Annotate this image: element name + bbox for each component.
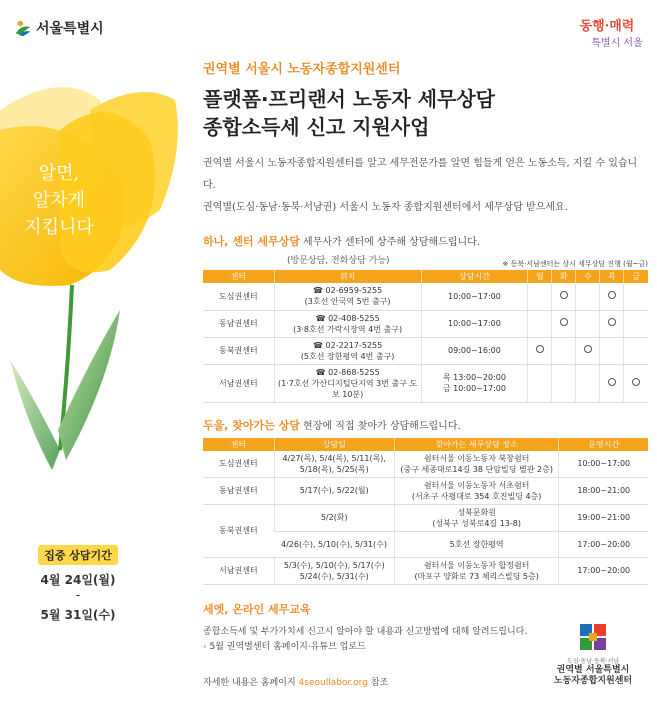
- center-location: [274, 283, 421, 310]
- visit-date-line: 5/24(수), 5/31(수): [299, 571, 369, 581]
- weekday-cell: [528, 283, 552, 310]
- section1-desc: 세무사가 센터에 상주해 상담해드립니다.: [303, 237, 480, 248]
- table-header: 상담시간: [421, 270, 528, 283]
- weekday-cell: [576, 283, 600, 310]
- visit-place: [394, 504, 559, 531]
- dongbuk-slogan-logo-icon: [565, 12, 649, 54]
- table-row: [203, 283, 648, 310]
- center-address: (3·8호선 가락시장역 4번 출구): [293, 324, 403, 334]
- available-circle-icon: [536, 345, 544, 353]
- slogan-logo-line2: 특별시 서울: [591, 38, 643, 49]
- slogan-line: 알차게: [32, 190, 86, 211]
- weekday-cell: [528, 364, 552, 402]
- available-circle-icon: [560, 318, 568, 326]
- visit-date-line: 4/27(목), 5/4(목), 5/11(목),: [282, 453, 386, 463]
- center-name: 도심권센터: [203, 283, 274, 310]
- available-circle-icon: [608, 291, 616, 299]
- table-header: 화: [552, 270, 576, 283]
- table-header: 위치: [274, 270, 421, 283]
- logo-line: 노동자종합지원센터: [553, 676, 633, 686]
- visit-place-address: (마포구 양화로 73 체리스빌딩 5층): [414, 571, 539, 581]
- left-column: [0, 0, 190, 719]
- weekday-cell: [624, 364, 648, 402]
- weekday-cell: [600, 337, 624, 364]
- title-line: 종합소득세 신고 지원사업: [203, 115, 430, 139]
- weekday-cell: [600, 310, 624, 337]
- table-header: 금: [624, 270, 648, 283]
- consult-hours-line: 10:00~17:00: [448, 319, 501, 328]
- slogan-logo-line1: 동행·매력: [579, 19, 635, 34]
- section1-title: 하나, 센터 세무상담: [203, 235, 300, 248]
- table-header: 월: [528, 270, 552, 283]
- center-name: 동남권센터: [203, 310, 274, 337]
- visit-date-line: 5/2(화): [320, 513, 348, 522]
- weekday-cell: [576, 364, 600, 402]
- period-separator: -: [75, 588, 81, 602]
- center-location: [274, 337, 421, 364]
- visit-dates: [274, 504, 394, 531]
- weekday-cell: [552, 310, 576, 337]
- weekday-cell: [624, 310, 648, 337]
- section3-line-text: 5월 권역별센터 홈페이지·유튜브 업로드: [209, 641, 366, 652]
- slogan-line: 알면,: [38, 163, 80, 184]
- available-circle-icon: [608, 378, 616, 386]
- kicker: 권역별 서울시 노동자종합지원센터: [203, 62, 401, 77]
- visit-place-address: (서초구 사평대로 354 호진빌딩 4층): [411, 491, 542, 501]
- table-row: [203, 310, 648, 337]
- table-row: [203, 451, 648, 478]
- slogan-text: [0, 160, 118, 241]
- section2-heading: [203, 417, 648, 433]
- center-name: 동북권센터: [203, 337, 274, 364]
- period-title: 집중 상담기간: [38, 545, 118, 565]
- table-row: [203, 477, 648, 504]
- center-address: (5호선 장한평역 4번 출구): [300, 351, 395, 361]
- table-row: [203, 337, 648, 364]
- center-phone: ☎ 02-868-5255: [315, 367, 380, 377]
- weekday-cell: [528, 337, 552, 364]
- consult-hours-line: 10:00~17:00: [448, 291, 501, 301]
- center-address: (1·7호선 가산디지털단지역 3번 출구 도보 10분): [277, 378, 418, 399]
- center-name: 동북권센터: [203, 504, 274, 557]
- operating-hours: 17:00~20:00: [559, 531, 648, 557]
- available-circle-icon: [560, 291, 568, 299]
- seoul-logo[interactable]: [14, 18, 104, 38]
- logo-small-text: 도심·동남·동북·서남: [566, 658, 620, 665]
- visit-place: [394, 557, 559, 584]
- center-phone: ☎ 02-408-5255: [315, 313, 380, 323]
- center-name: 도심권센터: [203, 451, 274, 478]
- center-phone: ☎ 02-6959-5255: [313, 286, 383, 296]
- labor-center-logo-icon: [578, 622, 608, 652]
- intro-text: [203, 153, 648, 219]
- visit-place: [394, 451, 559, 478]
- visit-date-line: 4/26(수), 5/10(수), 5/31(수): [281, 539, 387, 549]
- section1-heading: [203, 233, 648, 249]
- table-header: 찾아가는 세무상담 장소: [394, 438, 559, 451]
- section1-sub: (방문상담, 전화상담 가능): [287, 256, 390, 266]
- footer-suffix: 참조: [370, 677, 389, 688]
- weekday-cell: [576, 337, 600, 364]
- weekday-cell: [552, 337, 576, 364]
- available-circle-icon: [608, 318, 616, 326]
- weekday-cell: [552, 283, 576, 310]
- consultation-period: [34, 544, 122, 623]
- section3-title: 세엣, 온라인 세무교육: [203, 602, 311, 616]
- table-header-row: [203, 438, 648, 451]
- weekday-cell: [576, 310, 600, 337]
- center-name: 동남권센터: [203, 477, 274, 504]
- visit-dates: [274, 557, 394, 584]
- section1-note: ※ 동북·서남센터는 상시 세무상담 진행 (월~금): [502, 260, 648, 268]
- section3-heading: [203, 601, 648, 617]
- table-row: [203, 504, 648, 531]
- logo-line: 권역별 서울특별시: [556, 665, 630, 675]
- center-location: [274, 310, 421, 337]
- section2-title: 두울, 찾아가는 상담: [203, 418, 300, 432]
- visit-place-name: 성북문화원: [457, 507, 496, 517]
- visiting-consultation-table: [203, 438, 648, 585]
- weekday-cell: [624, 283, 648, 310]
- weekday-cell: [600, 364, 624, 402]
- consult-hours-line: 09:00~16:00: [448, 346, 501, 355]
- weekday-cell: [624, 337, 648, 364]
- table-row: [203, 364, 648, 402]
- visit-date-line: 5/3(수), 5/10(수), 5/17(수): [283, 560, 385, 570]
- section3-line: 종합소득세 및 부가가치세 신고시 알아야 할 내용과 신고방법에 대해 알려드립니다.: [203, 626, 528, 637]
- page-title: [203, 85, 648, 141]
- available-circle-icon: [632, 378, 640, 386]
- visit-place-name: 쉼터서울 이동노동자 서초쉼터: [423, 480, 530, 490]
- period-end: 5월 31일(수): [40, 608, 116, 622]
- seoul-logo-icon: [14, 19, 32, 37]
- section2-desc: 현장에 직접 찾아가 상담해드립니다.: [303, 420, 461, 432]
- labor-center-logo: [543, 622, 643, 687]
- operating-hours: 19:00~21:00: [559, 504, 648, 531]
- table-header: 센터: [203, 270, 274, 283]
- table-header-row: [203, 270, 648, 283]
- table-header: 수: [576, 270, 600, 283]
- visit-place-address: (성북구 성북로4길 13-8): [432, 518, 521, 528]
- slogan-line: 지킵니다: [24, 217, 94, 238]
- center-address: (3호선 안국역 5번 출구): [304, 297, 391, 307]
- visit-place-name: 5호선 장한평역: [449, 539, 504, 549]
- visit-place: [394, 531, 559, 557]
- seoul-logo-text: 서울특별시: [36, 21, 104, 37]
- visit-place: [394, 477, 559, 504]
- consult-hours-line: 금 10:00~17:00: [442, 384, 506, 393]
- operating-hours: 10:00~17:00: [559, 451, 648, 478]
- table-header: 운영시간: [559, 438, 648, 451]
- operating-hours: 18:00~21:00: [559, 477, 648, 504]
- center-phone: ☎ 02-2217-5255: [313, 340, 383, 350]
- visit-place-name: 쉼터서울 이동노동자 북창쉼터: [423, 453, 530, 463]
- homepage-link[interactable]: 4seoullabor.org: [298, 677, 368, 688]
- visit-dates: [274, 531, 394, 557]
- title-line: 플랫폼·프리랜서 노동자 세무상담: [203, 87, 496, 111]
- available-circle-icon: [584, 345, 592, 353]
- weekday-cell: [600, 283, 624, 310]
- chevron-right-icon: ›: [203, 641, 207, 652]
- visit-place-address: (중구 세종대로14길 38 단암빌딩 별관 2층): [400, 464, 553, 474]
- center-location: [274, 364, 421, 402]
- center-name: 서남권센터: [203, 557, 274, 584]
- visit-place-name: 쉼터서울 이동노동자 합정쉼터: [423, 560, 530, 570]
- visit-date-line: 5/18(목), 5/25(목): [299, 464, 369, 474]
- intro-line: 권역별 서울시 노동자종합지원센터를 알고 세무전문가를 알면 힘들게 얻은 노동소득, 지킬 수 있습니다.: [203, 158, 638, 191]
- consult-hours: [421, 310, 528, 337]
- visit-dates: [274, 451, 394, 478]
- weekday-cell: [552, 364, 576, 402]
- consult-hours-line: 목 13:00~20:00: [442, 373, 506, 382]
- operating-hours: 17:00~20:00: [559, 557, 648, 584]
- visit-date-line: 5/17(수), 5/22(월): [299, 486, 369, 495]
- consult-hours: [421, 337, 528, 364]
- tulip-illustration: [0, 70, 190, 540]
- weekday-cell: [528, 310, 552, 337]
- intro-line: 권역별(도심·동남·동북·서남권) 서울시 노동자 종합지원센터에서 세무상담 받으세요.: [203, 202, 568, 213]
- period-start: 4월 24일(월): [40, 573, 116, 587]
- section1-subrow: [203, 253, 648, 266]
- table-header: 센터: [203, 438, 274, 451]
- visit-dates: [274, 477, 394, 504]
- footer-prefix: 자세한 내용은 홈페이지: [203, 677, 296, 688]
- center-consultation-table: [203, 270, 648, 403]
- table-header: 상담일: [274, 438, 394, 451]
- consult-hours: [421, 364, 528, 402]
- center-name: 서남권센터: [203, 364, 274, 402]
- main-content: [203, 58, 648, 688]
- consult-hours: [421, 283, 528, 310]
- table-row: [203, 557, 648, 584]
- table-header: 목: [600, 270, 624, 283]
